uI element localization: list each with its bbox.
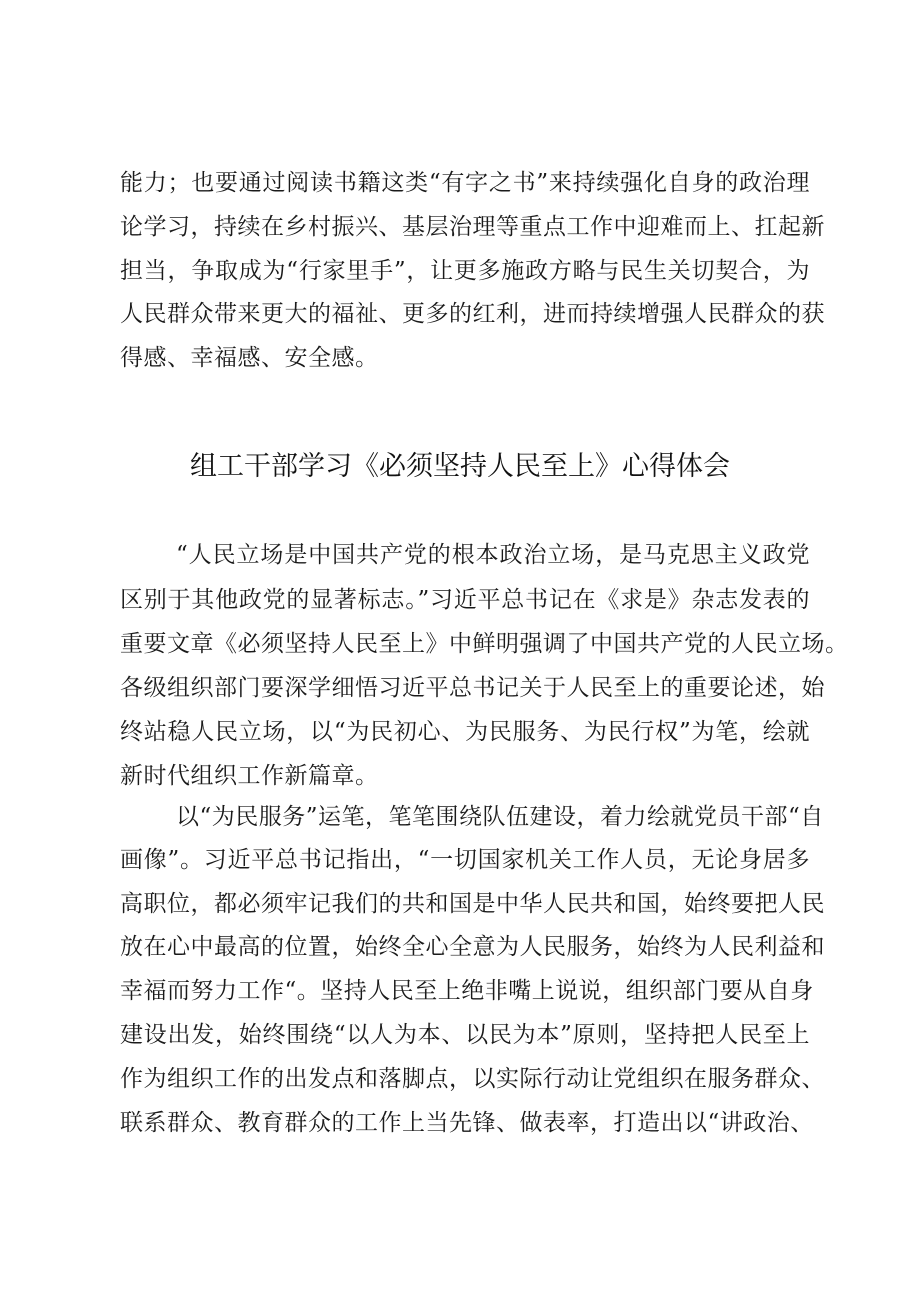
text-line: 区别于其他政党的显著标志。”习近平总书记在《求是》杂志发表的: [120, 587, 810, 613]
text-line: 放在心中最高的位置，始终全心全意为人民服务，始终为人民利益和: [120, 934, 825, 960]
text-line: 能力；也要通过阅读书籍这类“有字之书”来持续强化自身的政治理: [120, 170, 810, 196]
text-line: 作为组织工作的出发点和落脚点，以实际行动让党组织在服务群众、: [120, 1066, 825, 1092]
text-line: 建设出发，始终围绕“以人为本、以民为本”原则，坚持把人民至上: [120, 1022, 810, 1048]
text-line: 以“为民服务”运笔，笔笔围绕队伍建设，着力绘就党员干部“自: [176, 804, 824, 830]
text-line: 人民群众带来更大的福祉、更多的红利，进而持续增强人民群众的获: [120, 301, 825, 327]
text-line: 高职位，都必须牢记我们的共和国是中华人民共和国，始终要把人民: [120, 891, 825, 917]
text-line: 各级组织部门要深学细悟习近平总书记关于人民至上的重要论述，始: [120, 675, 825, 701]
text-line: 终站稳人民立场，以“为民初心、为民服务、为民行权”为笔，绘就: [120, 719, 810, 745]
text-line: “人民立场是中国共产党的根本政治立场，是马克思主义政党: [176, 542, 810, 568]
article-title: 组工干部学习《必须坚持人民至上》心得体会: [190, 451, 730, 482]
text-line: 新时代组织工作新篇章。: [120, 763, 379, 789]
text-line: 得感、幸福感、安全感。: [120, 345, 379, 371]
text-line: 论学习，持续在乡村振兴、基层治理等重点工作中迎难而上、扛起新: [120, 214, 825, 240]
text-line: 担当，争取成为“行家里手”，让更多施政方略与民生关切契合，为: [120, 258, 810, 284]
text-line: 重要文章《必须坚持人民至上》中鲜明强调了中国共产党的人民立场。: [120, 631, 849, 657]
text-line: 幸福而努力工作“。坚持人民至上绝非嘴上说说，组织部门要从自身: [120, 978, 814, 1004]
text-line: 画像”。习近平总书记指出，“一切国家机关工作人员，无论身居多: [120, 847, 810, 873]
text-line: 联系群众、教育群众的工作上当先锋、做表率，打造出以“讲政治、: [120, 1110, 814, 1136]
